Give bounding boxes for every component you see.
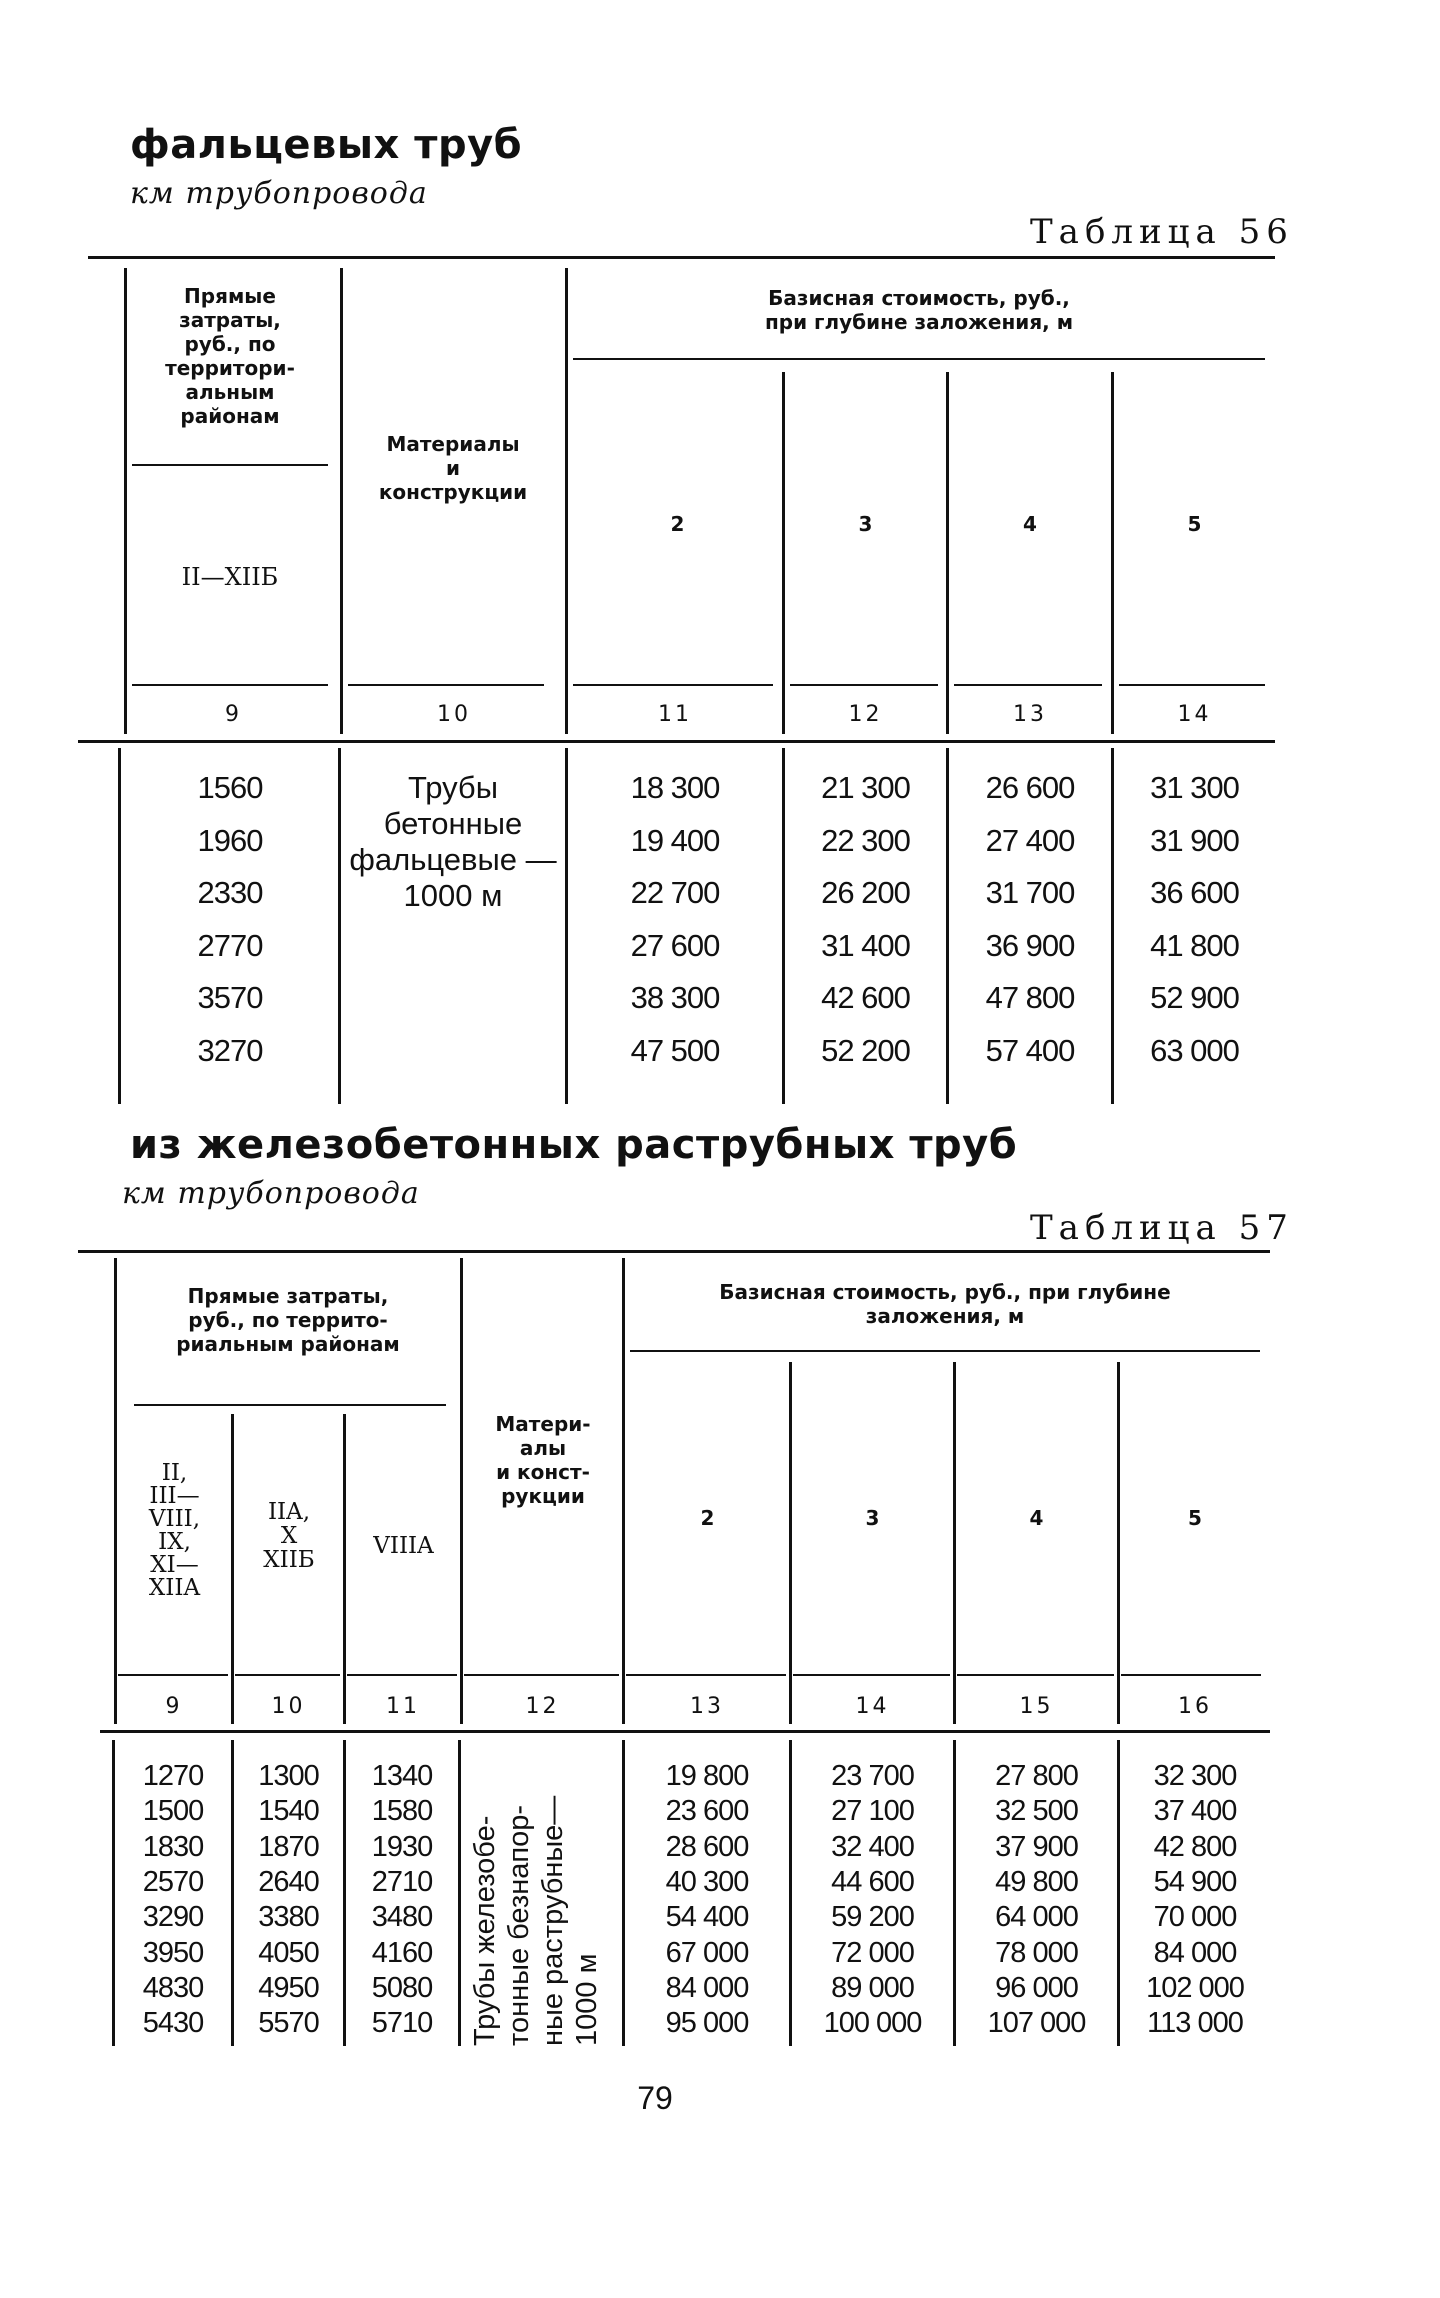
t57-cell-d5: 102 000 bbox=[1146, 1971, 1244, 2004]
t57-materials-header: Матери- алы и конст- рукции bbox=[495, 1412, 591, 1508]
t57-cell-a: 3290 bbox=[142, 1901, 204, 1934]
t57-cell-b: 4050 bbox=[258, 1936, 319, 1969]
t56-depth-4: 4 bbox=[1023, 512, 1037, 536]
t56-cell-d4: 47 800 bbox=[985, 980, 1075, 1015]
t57-region-c-header: VIIIA bbox=[373, 1533, 434, 1559]
t57-cell-b: 1540 bbox=[258, 1795, 319, 1828]
t56-materials-header: Материалы и конструкции bbox=[378, 432, 528, 504]
t56-colnum-10: 10 bbox=[437, 702, 471, 727]
t56-colnum-9: 9 bbox=[225, 702, 242, 727]
t57-cell-d4: 27 800 bbox=[995, 1760, 1078, 1792]
table56-label: Таблица 56 bbox=[1030, 212, 1294, 252]
t57-region-a-header: II, III— VIII, IX, XI— XIIA bbox=[148, 1460, 201, 1601]
t56-depth-3: 3 bbox=[858, 512, 873, 536]
t57-cell-b: 3380 bbox=[258, 1901, 319, 1934]
t56-cell-d5: 31 300 bbox=[1150, 770, 1239, 805]
t57-depth-5: 5 bbox=[1188, 1506, 1202, 1530]
t56-cell-d3: 52 200 bbox=[821, 1032, 910, 1068]
t56-depth-2: 2 bbox=[670, 512, 685, 536]
t57-cell-d3: 27 100 bbox=[831, 1795, 914, 1828]
t57-cell-d4: 37 900 bbox=[995, 1830, 1078, 1863]
t57-cell-d4: 96 000 bbox=[995, 1971, 1078, 2004]
t57-cell-d3: 32 400 bbox=[831, 1830, 914, 1863]
table56-unit: км трубопровода bbox=[130, 176, 428, 211]
t56-cell-d3: 31 400 bbox=[821, 927, 910, 963]
t57-colnum-16: 16 bbox=[1178, 1694, 1212, 1719]
t56-colnum-14: 14 bbox=[1177, 702, 1212, 727]
t57-cell-d2: 95 000 bbox=[665, 2007, 749, 2040]
t57-cell-d2: 84 000 bbox=[665, 1971, 749, 2004]
t56-cell-direct: 3570 bbox=[197, 980, 263, 1015]
t56-region-header: II—XIIБ bbox=[181, 563, 279, 591]
t56-colnum-12: 12 bbox=[848, 702, 883, 727]
t57-cell-a: 3950 bbox=[142, 1936, 204, 1969]
t57-cell-d5: 84 000 bbox=[1153, 1936, 1237, 1969]
t57-cell-d4: 32 500 bbox=[995, 1795, 1078, 1828]
table57-label: Таблица 57 bbox=[1030, 1208, 1294, 1248]
t56-cell-direct: 2770 bbox=[197, 927, 263, 963]
t56-cell-direct: 3270 bbox=[197, 1032, 263, 1068]
t56-cell-d3: 22 300 bbox=[821, 822, 910, 858]
t56-cell-direct: 2330 bbox=[197, 875, 263, 910]
t56-cell-d5: 41 800 bbox=[1150, 927, 1239, 963]
t57-cell-d5: 32 300 bbox=[1153, 1760, 1237, 1792]
t57-cell-c: 1340 bbox=[371, 1760, 433, 1792]
t56-cell-d4: 26 600 bbox=[985, 770, 1075, 805]
t56-cell-d3: 42 600 bbox=[821, 980, 910, 1015]
t57-cell-c: 3480 bbox=[371, 1901, 433, 1934]
t57-depth-2: 2 bbox=[700, 1506, 715, 1530]
t56-cell-direct: 1960 bbox=[197, 822, 263, 858]
t57-cell-d4: 107 000 bbox=[987, 2007, 1086, 2040]
t57-cell-d3: 72 000 bbox=[831, 1936, 914, 1969]
t57-cell-d5: 42 800 bbox=[1153, 1830, 1237, 1863]
t57-cell-b: 1870 bbox=[258, 1830, 319, 1863]
t57-cell-d2: 28 600 bbox=[665, 1830, 749, 1863]
t56-material-cell: Трубы бетонные фальцевые — 1000 м bbox=[349, 770, 557, 913]
t57-colnum-9: 9 bbox=[165, 1694, 183, 1719]
t57-colnum-12: 12 bbox=[525, 1694, 560, 1719]
t57-depth-3: 3 bbox=[865, 1506, 880, 1530]
t56-cell-d4: 36 900 bbox=[985, 927, 1075, 963]
t57-cell-d5: 54 900 bbox=[1153, 1865, 1237, 1898]
t57-cell-d2: 67 000 bbox=[665, 1936, 749, 1969]
t57-colnum-14: 14 bbox=[855, 1694, 890, 1719]
t57-cell-d4: 64 000 bbox=[995, 1901, 1078, 1934]
page-number: 79 bbox=[637, 2080, 673, 2116]
t57-cell-d3: 89 000 bbox=[831, 1971, 914, 2004]
t56-cell-d4: 27 400 bbox=[985, 822, 1075, 858]
t57-cell-d3: 44 600 bbox=[831, 1865, 914, 1898]
t57-cell-d3: 23 700 bbox=[831, 1760, 914, 1792]
t56-cell-d2: 27 600 bbox=[630, 927, 720, 963]
t57-material-cell: Трубы железобе- тонные безнапор- ные раструбные— 1000 м bbox=[469, 1795, 603, 2046]
t57-cell-d2: 54 400 bbox=[665, 1901, 749, 1934]
t57-cell-b: 4950 bbox=[258, 1971, 319, 2004]
t57-cell-a: 2570 bbox=[142, 1865, 204, 1898]
t57-depth-4: 4 bbox=[1029, 1506, 1044, 1530]
t57-cell-d5: 113 000 bbox=[1147, 2007, 1243, 2040]
t57-cell-d4: 78 000 bbox=[995, 1936, 1078, 1969]
t56-cell-d3: 26 200 bbox=[821, 875, 910, 910]
t57-cell-b: 5570 bbox=[258, 2007, 319, 2040]
t57-cell-d2: 23 600 bbox=[665, 1795, 749, 1828]
t56-base-cost-header: Базисная стоимость, руб., при глубине заложения, м bbox=[764, 286, 1074, 334]
t57-cell-c: 4160 bbox=[371, 1936, 433, 1969]
t56-cell-d3: 21 300 bbox=[821, 770, 910, 805]
t57-cell-c: 5710 bbox=[371, 2007, 433, 2040]
t57-cell-b: 2640 bbox=[258, 1865, 319, 1898]
t56-cell-d4: 57 400 bbox=[985, 1032, 1075, 1068]
t57-cell-c: 1580 bbox=[371, 1795, 433, 1828]
t57-cell-d5: 70 000 bbox=[1153, 1901, 1237, 1934]
t56-direct-costs-header: Прямые затраты, руб., по территори- альным районам bbox=[165, 284, 295, 428]
t56-cell-d2: 18 300 bbox=[630, 770, 720, 805]
t56-cell-d2: 22 700 bbox=[630, 875, 720, 910]
t57-cell-c: 2710 bbox=[371, 1865, 433, 1898]
t57-cell-a: 1500 bbox=[142, 1795, 204, 1828]
t57-cell-d3: 59 200 bbox=[831, 1901, 914, 1934]
t57-cell-d4: 49 800 bbox=[995, 1865, 1078, 1898]
t56-colnum-11: 11 bbox=[658, 702, 692, 727]
t56-cell-d5: 36 600 bbox=[1150, 875, 1239, 910]
t57-region-b-header: IIA, X XIIБ bbox=[263, 1499, 315, 1573]
t57-cell-c: 5080 bbox=[371, 1971, 433, 2004]
t56-cell-d2: 38 300 bbox=[630, 980, 720, 1015]
t57-cell-d2: 40 300 bbox=[665, 1865, 749, 1898]
table56-heading: фальцевых труб bbox=[130, 122, 523, 168]
t56-cell-d5: 31 900 bbox=[1150, 822, 1239, 858]
t57-cell-d2: 19 800 bbox=[665, 1760, 749, 1792]
t56-depth-5: 5 bbox=[1187, 512, 1202, 536]
t57-cell-b: 1300 bbox=[258, 1760, 319, 1792]
t56-cell-direct: 1560 bbox=[197, 770, 263, 805]
t57-cell-d3: 100 000 bbox=[823, 2007, 922, 2040]
t57-colnum-10: 10 bbox=[271, 1694, 306, 1719]
t56-cell-d5: 52 900 bbox=[1150, 980, 1239, 1015]
t57-cell-a: 1270 bbox=[142, 1760, 204, 1792]
table57-heading: из железобетонных раструбных труб bbox=[130, 1122, 1018, 1168]
t57-cell-d5: 37 400 bbox=[1153, 1795, 1237, 1828]
table57-unit: км трубопровода bbox=[122, 1176, 420, 1211]
t57-colnum-11: 11 bbox=[386, 1694, 420, 1719]
t57-colnum-15: 15 bbox=[1019, 1694, 1054, 1719]
t56-cell-d2: 19 400 bbox=[630, 822, 720, 858]
t57-base-cost-header: Базисная стоимость, руб., при глубине заложения, м bbox=[719, 1280, 1171, 1328]
t57-cell-a: 5430 bbox=[142, 2007, 204, 2040]
t57-direct-costs-header: Прямые затраты, руб., по террито- риальным районам bbox=[176, 1284, 400, 1356]
t56-cell-d4: 31 700 bbox=[985, 875, 1075, 910]
t56-cell-d5: 63 000 bbox=[1150, 1032, 1239, 1068]
t57-cell-a: 1830 bbox=[142, 1830, 204, 1863]
t56-colnum-13: 13 bbox=[1013, 702, 1047, 727]
t56-cell-d2: 47 500 bbox=[630, 1032, 720, 1068]
t57-colnum-13: 13 bbox=[690, 1694, 724, 1719]
t57-cell-c: 1930 bbox=[371, 1830, 433, 1863]
t57-cell-a: 4830 bbox=[142, 1971, 204, 2004]
